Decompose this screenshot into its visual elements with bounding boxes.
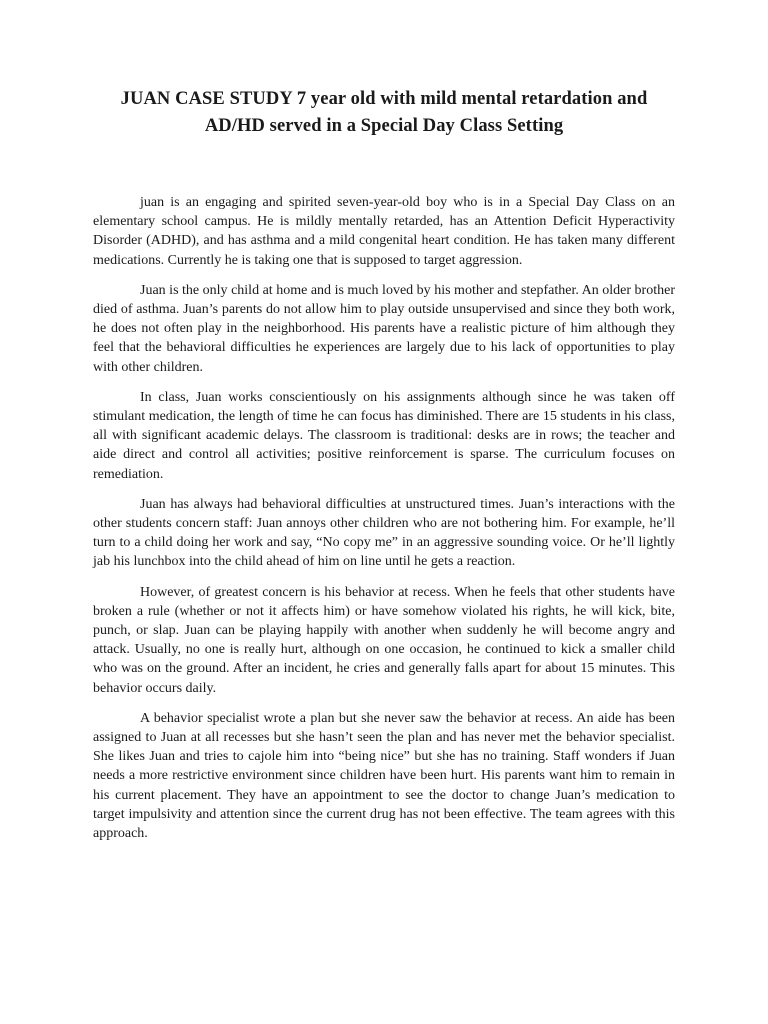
paragraph-recess-concern: However, of greatest concern is his behavior at recess. When he feels that other students have broken a rule (whether or not it affects him) or have somehow violated his rights, he will kick, bite, punch, or slap. Juan can be playing happily with another when suddenly he will become angry and attack. Usually, no one is really hurt, although on one occasion, he continued to kick a smaller child who was on the ground. After an incident, he cries and generally falls apart for about 15 minutes. This behavior occurs daily. [93, 584, 675, 696]
document-title: JUAN CASE STUDY 7 year old with mild mental retardation and AD/HD served in a Special Day Class Setting [120, 89, 648, 136]
document-body [93, 193, 675, 843]
paragraph-family: Juan is the only child at home and is much loved by his mother and stepfather. An older brother died of asthma. Juan’s parents do not allow him to play outside unsupervised and since they both work, he does not often play in the neighborhood. His parents have a realistic picture of him although they feel that the behavioral difficulties he experiences are largely due to his lack of opportunities to play with other children. [93, 282, 675, 375]
paragraph-behavior-plan: A behavior specialist wrote a plan but she never saw the behavior at recess. An aide has been assigned to Juan at all recesses but she hasn’t seen the plan and has never met the behavior specialist. She likes Juan and tries to cajole him into “being nice” but she has no training. Staff wonders if Juan needs a more restrictive environment since children have been hurt. His parents want him to remain in his current placement. They have an appointment to see the doctor to change Juan’s medication to target impulsivity and attention since the current drug has not been effective. The team agrees with this approach. [93, 710, 675, 842]
paragraph-behavior-unstructured: Juan has always had behavioral difficulties at unstructured times. Juan’s interactions with the other students concern staff: Juan annoys other children who are not bothering him. For example, he’ll turn to a child doing her work and say, “No copy me” in an aggressive sounding voice. Or he’ll lightly jab his lunchbox into the child ahead of him on line until he gets a reaction. [93, 496, 675, 570]
paragraph-classroom: In class, Juan works conscientiously on his assignments although since he was taken off stimulant medication, the length of time he can focus has diminished. There are 15 students in his class, all with significant academic delays. The classroom is traditional: desks are in rows; the teacher and aide direct and control all activities; positive reinforcement is sparse. The curriculum focuses on remediation. [93, 389, 675, 482]
document-page [93, 86, 675, 854]
paragraph-intro: juan is an engaging and spirited seven-year-old boy who is in a Special Day Class on an elementary school campus. He is mildly mentally retarded, has an Attention Deficit Hyperactivity Disorder (ADHD), and has asthma and a mild congenital heart condition. He has taken many different medications. Currently he is taking one that is supposed to target aggression. [93, 195, 675, 268]
